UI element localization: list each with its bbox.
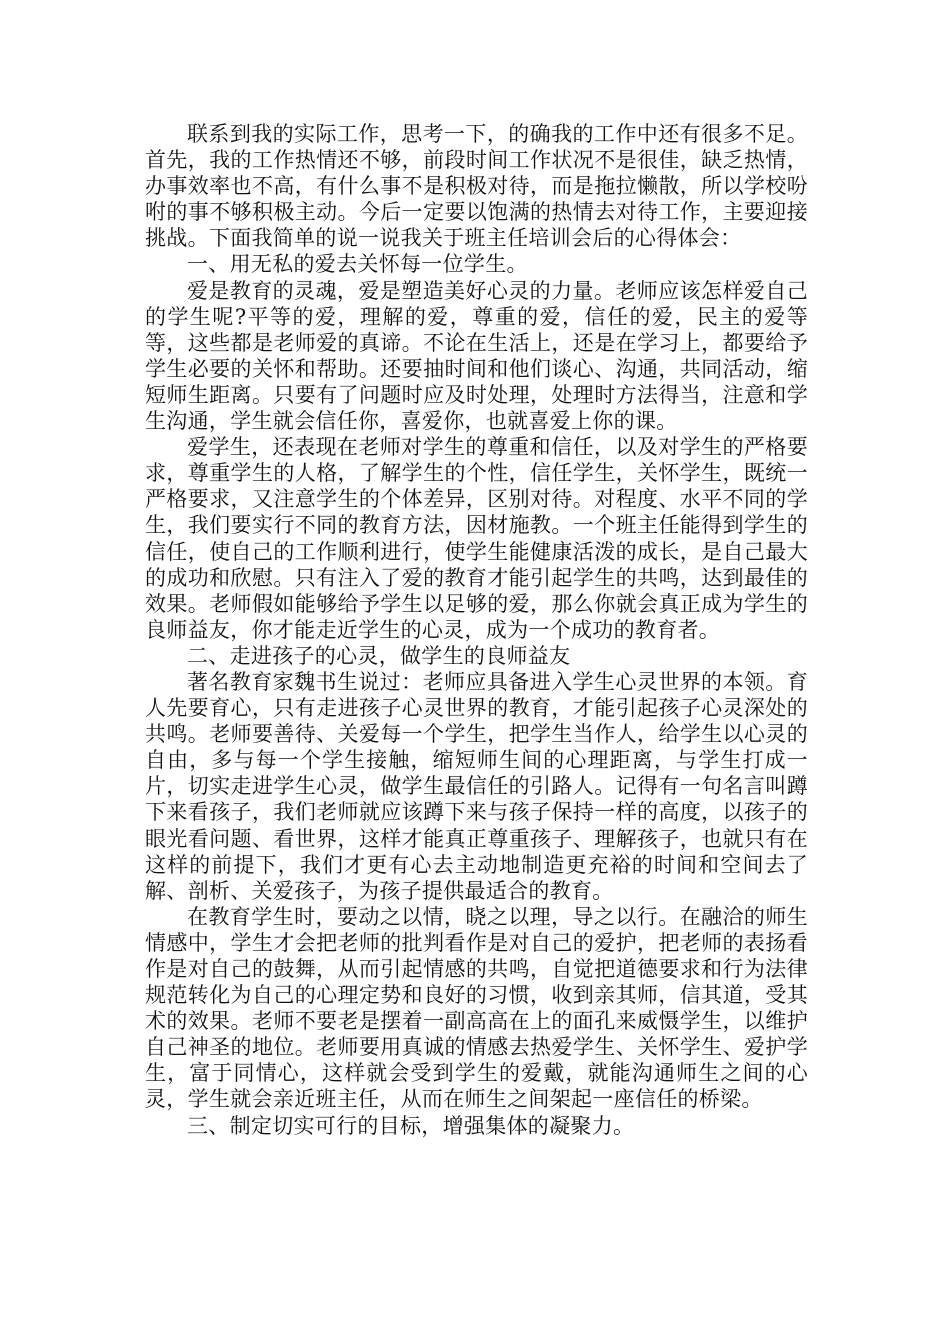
document-page <box>145 121 808 1139</box>
paragraph-love-soul: 爱是教育的灵魂，爱是塑造美好心灵的力量。老师应该怎样爱自己的学生呢?平等的爱，理解的爱，尊重的爱，信任的爱，民主的爱等等，这些都是老师爱的真谛。不论在生活上，还是在学习上，都要给予学生必要的关怀和帮助。还要抽时间和他们谈心、沟通，共同活动，缩短师生距离。只要有了问题时应及时处理，处理时方法得当，注意和学生沟通，学生就会信任你，喜爱你，也就喜爱上你的课。 <box>145 278 808 434</box>
paragraph-intro: 联系到我的实际工作，思考一下，的确我的工作中还有很多不足。首先，我的工作热情还不够，前段时间工作状况不是很佳，缺乏热情，办事效率也不高，有什么事不是积极对待，而是拖拉懒散，所以学校吩咐的事不够积极主动。今后一定要以饱满的热情去对待工作，主要迎接挑战。下面我简单的说一说我关于班主任培训会后的心得体会： <box>145 122 808 251</box>
paragraph-love-respect: 爱学生，还表现在老师对学生的尊重和信任，以及对学生的严格要求，尊重学生的人格，了解学生的个性，信任学生，关怀学生，既统一严格要求，又注意学生的个体差异，区别对待。对程度、水平不同的学生，我们要实行不同的教育方法，因材施教。一个班主任能得到学生的信任，使自己的工作顺利进行，使学生能健康活泼的成长，是自己最大的成功和欣慰。只有注入了爱的教育才能引起学生的共鸣，达到最佳的效果。老师假如能够给予学生以足够的爱，那么你就会真正成为学生的良师益友，你才能走近学生的心灵，成为一个成功的教育者。 <box>145 435 808 642</box>
paragraph-educating-students: 在教育学生时，要动之以情，晓之以理，导之以行。在融洽的师生情感中，学生才会把老师的批判看作是对自己的爱护，把老师的表扬看作是对自己的鼓舞，从而引起情感的共鸣，自觉把道德要求和行为法律规范转化为自己的心理定势和良好的习惯，收到亲其师，信其道，受其术的效果。老师不要老是摆着一副高高在上的面孔来威慑学生，以维护自己神圣的地位。老师要用真诚的情感去热爱学生、关怀学生、爱护学生，富于同情心，这样就会受到学生的爱戴，就能沟通师生之间的心灵，学生就会亲近班主任，从而在师生之间架起一座信任的桥梁。 <box>145 904 808 1112</box>
section-heading-3: 三、制定切实可行的目标，增强集体的凝聚力。 <box>187 1113 635 1138</box>
paragraph-wei-shusheng: 著名教育家魏书生说过：老师应具备进入学生心灵世界的本领。育人先要育心，只有走进孩子心灵世界的教育，才能引起孩子心灵深处的共鸣。老师要善待、关爱每一个学生，把学生当作人，给学生以心灵的自由，多与每一个学生接触，缩短师生间的心理距离，与学生打成一片，切实走进学生心灵，做学生最信任的引路人。记得有一句名言叫蹲下来看孩子，我们老师就应该蹲下来与孩子保持一样的高度，以孩子的眼光看问题、看世界，这样才能真正尊重孩子、理解孩子，也就只有在这样的前提下，我们才更有心去主动地制造更充裕的时间和空间去了解、剖析、关爱孩子，为孩子提供最适合的教育。 <box>145 669 808 903</box>
section-heading-1: 一、用无私的爱去关怀每一位学生。 <box>187 252 528 277</box>
section-heading-2: 二、走进孩子的心灵，做学生的良师益友 <box>187 643 571 668</box>
